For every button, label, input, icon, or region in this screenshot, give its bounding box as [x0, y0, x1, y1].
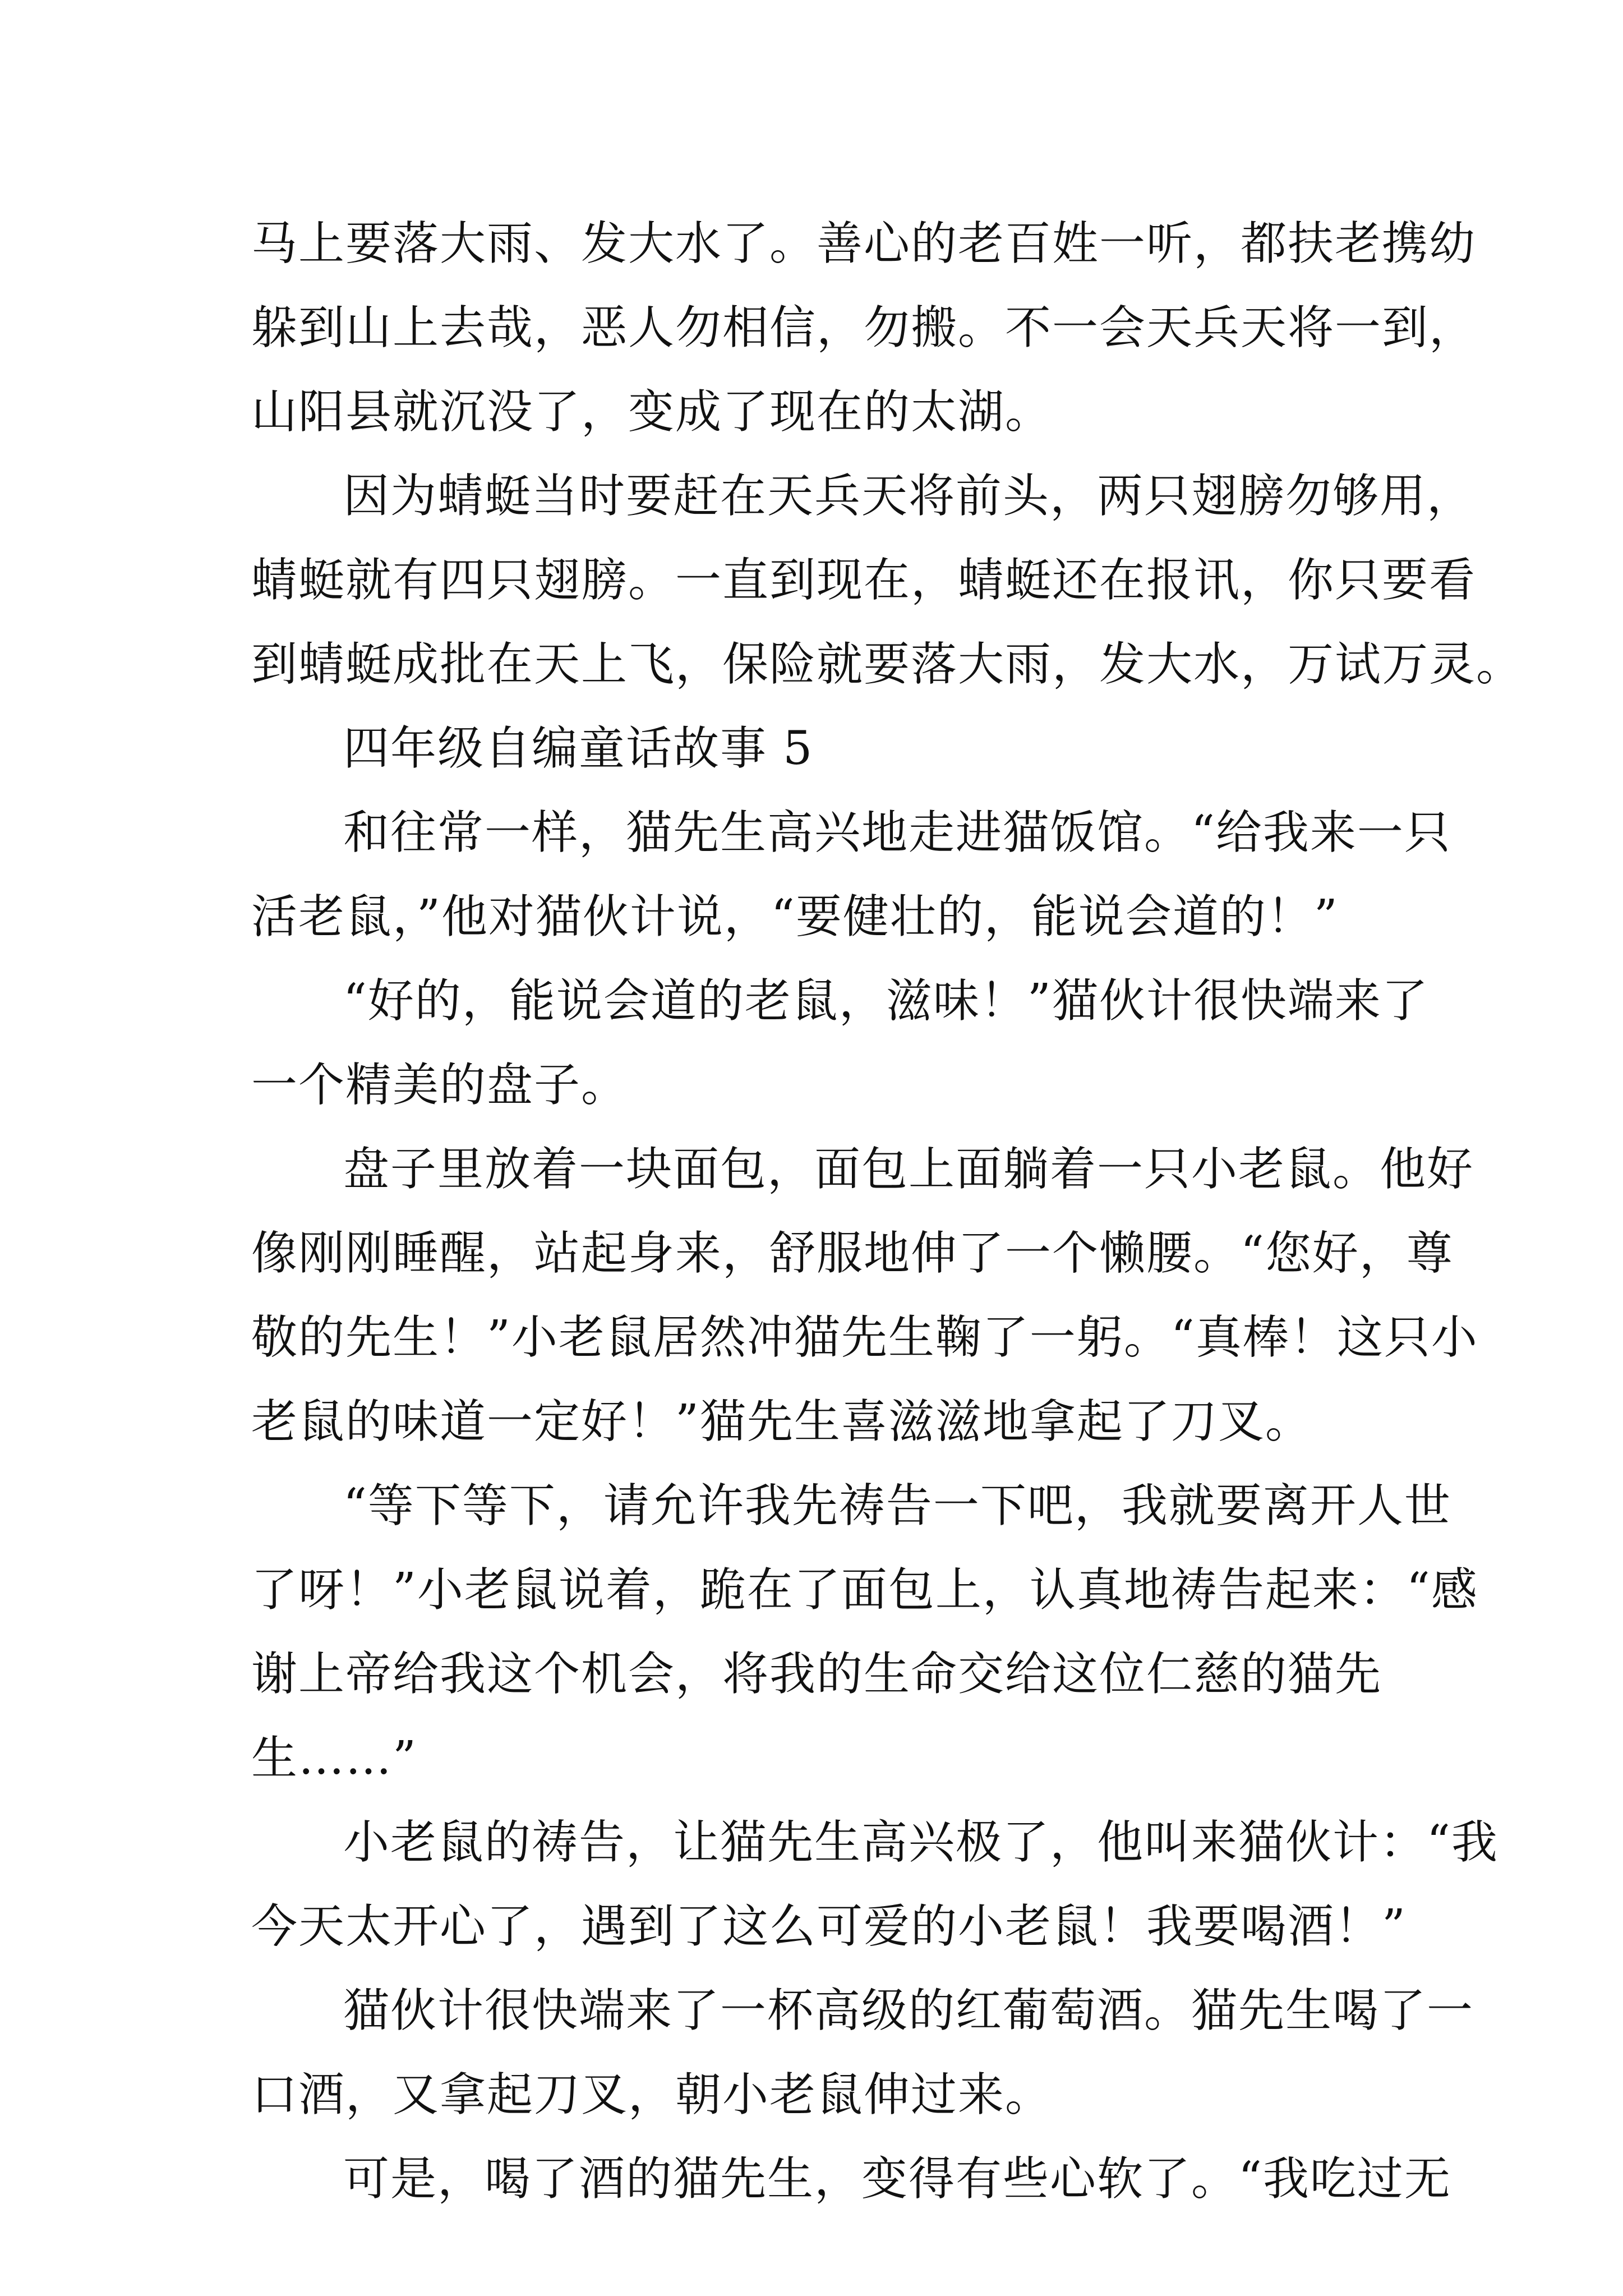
paragraph-first-line: 可是，喝了酒的猫先生，变得有些心软了。“我吃过无 [343, 2152, 1451, 2206]
text-line: 谢上帝给我这个机会，将我的生命交给这位仁慈的猫先 [251, 1648, 1382, 1701]
story-heading: 四年级自编童话故事 5 [343, 722, 814, 775]
paragraph-first-line: 因为蜻蜓当时要赶在天兵天将前头，两只翅膀勿够用， [343, 470, 1474, 523]
paragraph-first-line: 和往常一样，猫先生高兴地走进猫饭馆。“给我来一只 [343, 806, 1451, 859]
text-line: 敬的先生！”小老鼠居然冲猫先生鞠了一躬。“真棒！这只小 [251, 1311, 1478, 1364]
story-text [251, 202, 1524, 2221]
text-line: 马上要落大雨、发大水了。善心的老百姓一听，都扶老携幼 [251, 217, 1477, 270]
text-line: 蜻蜓就有四只翅膀。一直到现在，蜻蜓还在报讯，你只要看 [251, 554, 1477, 607]
text-line: 今天太开心了，遇到了这么可爱的小老鼠！我要喝酒！” [251, 1900, 1407, 1953]
text-line: 生……” [251, 1732, 417, 1785]
text-line: 老鼠的味道一定好！”猫先生喜滋滋地拿起了刀叉。 [251, 1395, 1312, 1448]
text-line: 到蜻蜓成批在天上飞，保险就要落大雨，发大水，万试万灵。 [251, 638, 1524, 691]
text-line: 口酒，又拿起刀叉，朝小老鼠伸过来。 [251, 2068, 1053, 2122]
text-line: 活老鼠，”他对猫伙计说，“要健壮的，能说会道的！” [251, 890, 1339, 944]
text-line: 躲到山上去哉，恶人勿相信，勿搬。不一会天兵天将一到， [251, 301, 1477, 355]
paragraph-first-line: “等下等下，请允许我先祷告一下吧，我就要离开人世 [343, 1479, 1451, 1533]
paragraph-first-line: 小老鼠的祷告，让猫先生高兴极了，他叫来猫伙计：“我 [343, 1816, 1498, 1869]
text-line: 山阳县就沉没了，变成了现在的太湖。 [251, 385, 1053, 439]
text-line: 了呀！”小老鼠说着，跪在了面包上，认真地祷告起来：“感 [251, 1563, 1478, 1617]
text-line: 像刚刚睡醒，站起身来，舒服地伸了一个懒腰。“您好，尊 [251, 1227, 1454, 1280]
paragraph-first-line: “好的，能说会道的老鼠，滋味！”猫伙计很快端来了 [343, 974, 1429, 1028]
text-line: 一个精美的盘子。 [251, 1059, 629, 1112]
paragraph-first-line: 盘子里放着一块面包，面包上面躺着一只小老鼠。他好 [343, 1143, 1474, 1196]
paragraph-first-line: 猫伙计很快端来了一杯高级的红葡萄酒。猫先生喝了一 [343, 1984, 1474, 2037]
